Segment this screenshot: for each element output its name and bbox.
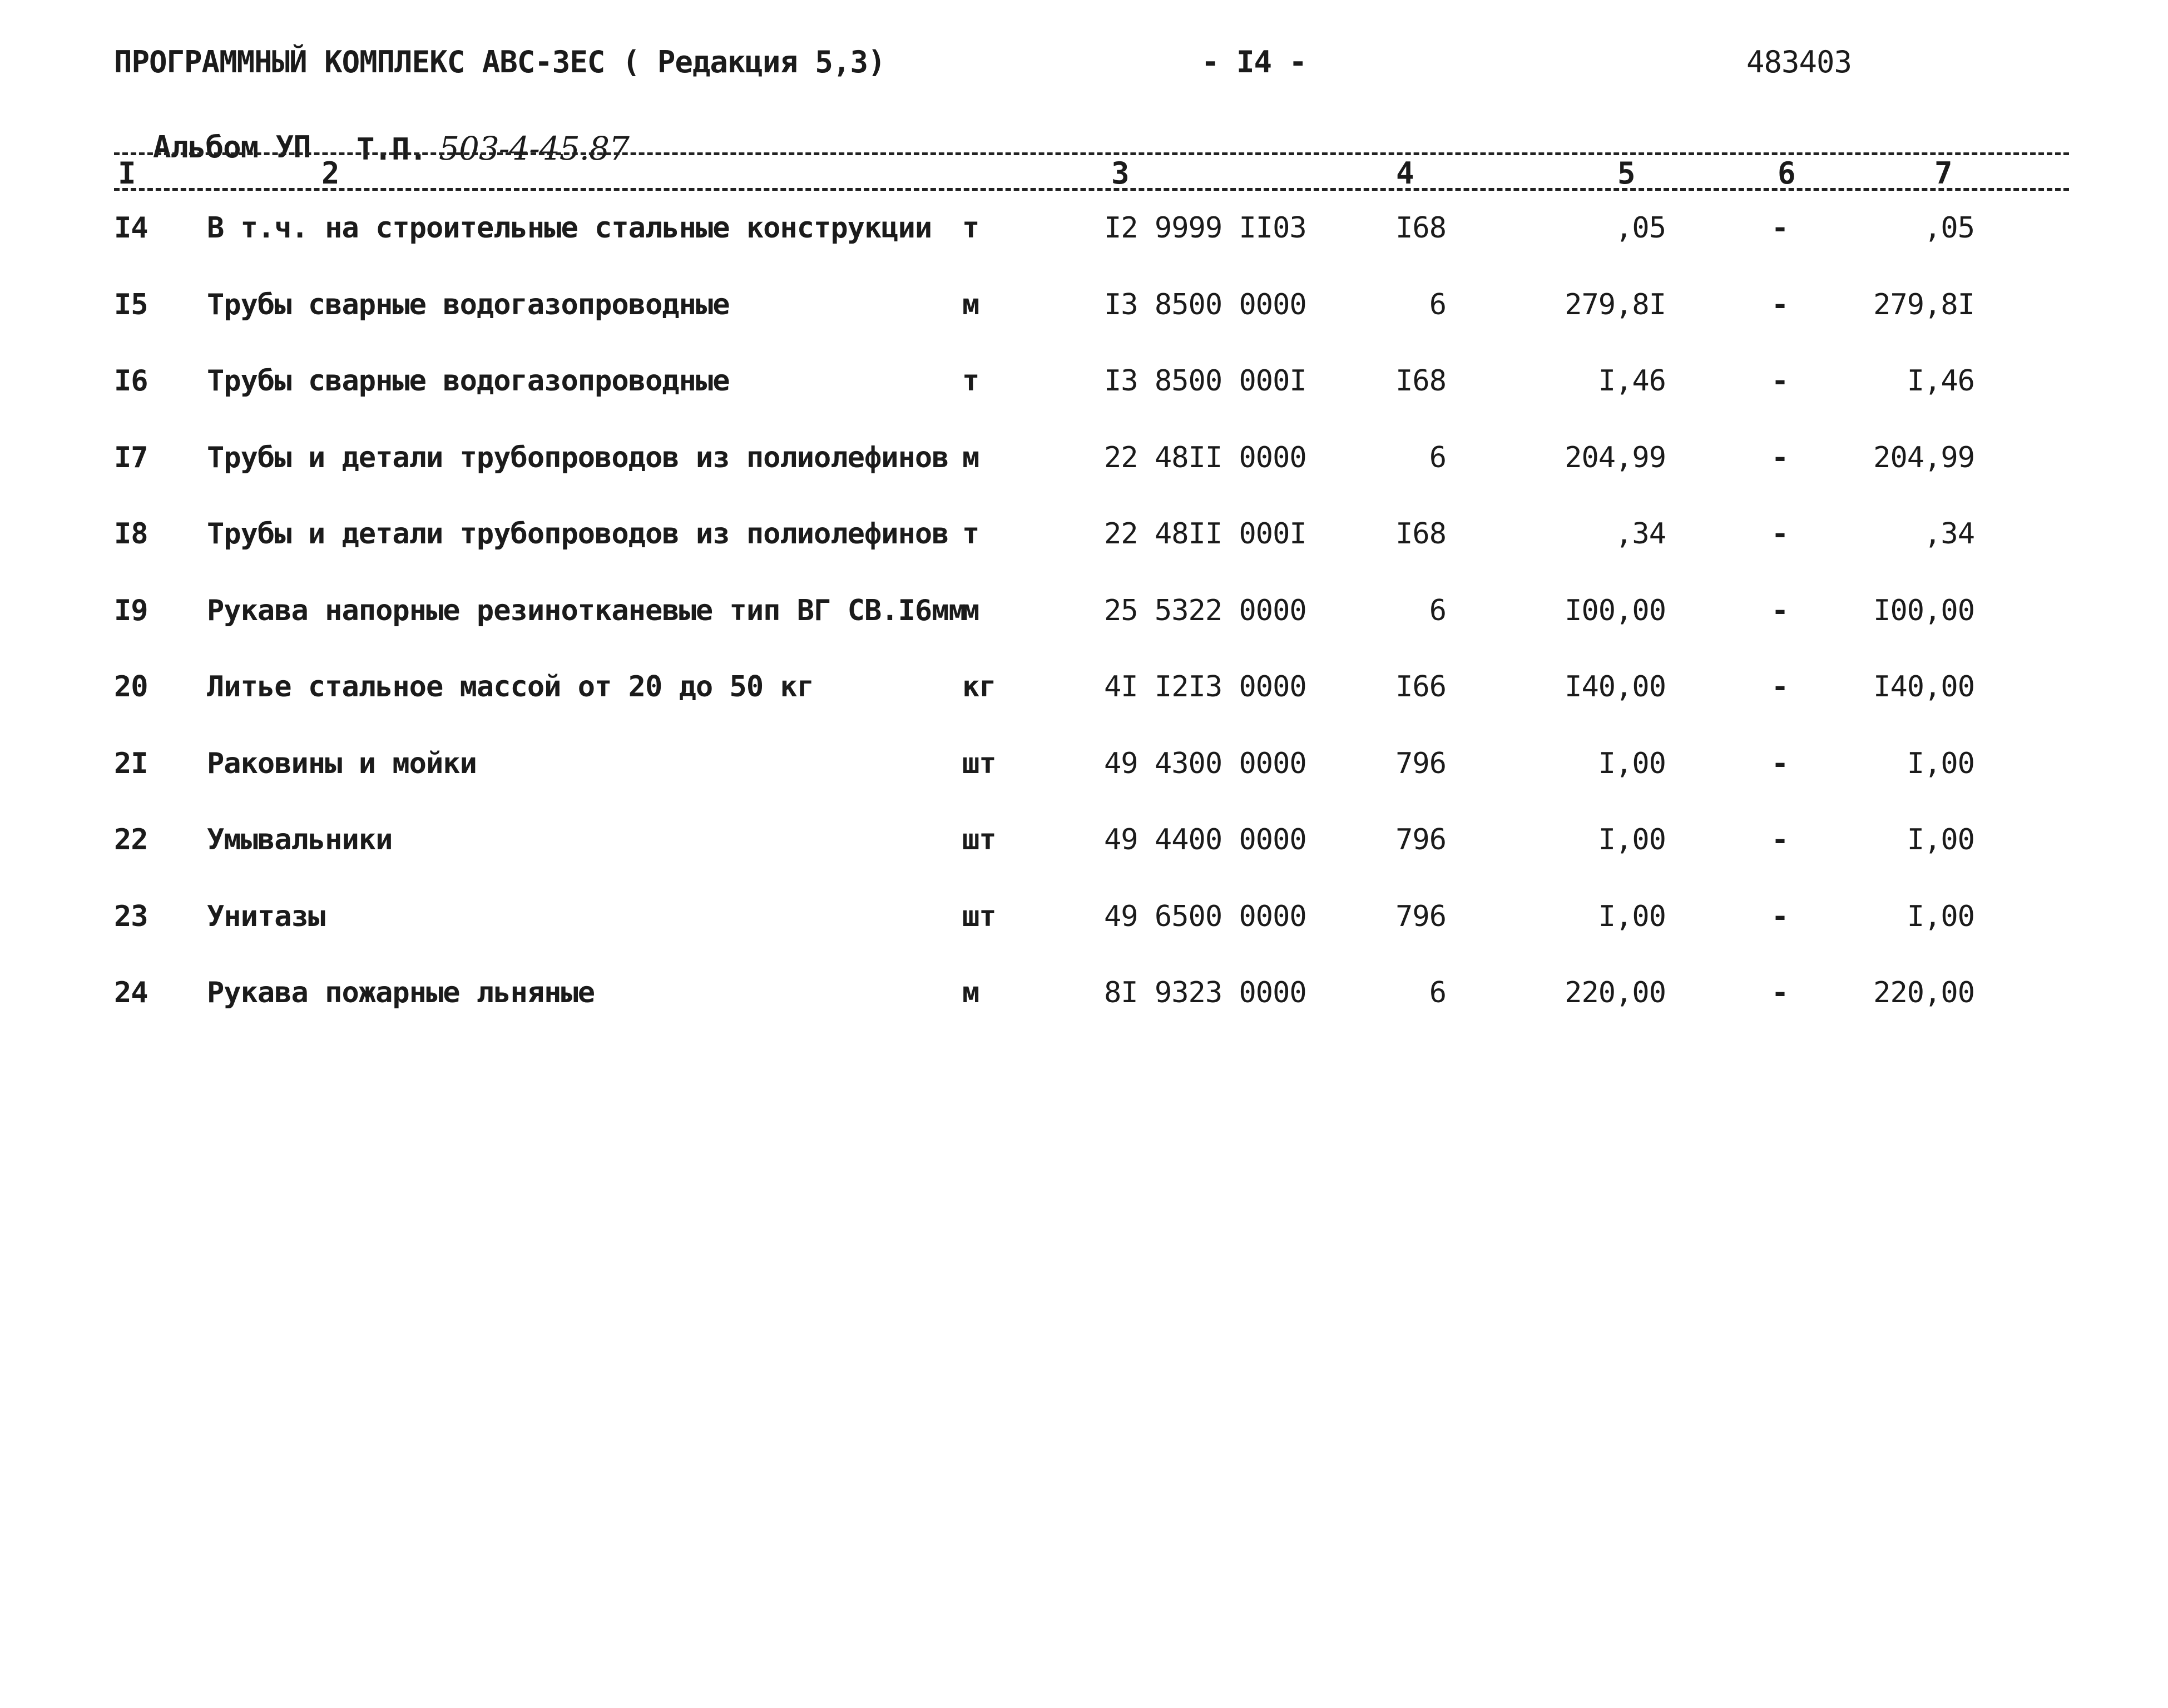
- total: I00,00: [1873, 594, 1974, 627]
- quantity: I,46: [1598, 364, 1666, 398]
- tp-label: Т.П.: [357, 132, 427, 167]
- column-number-1: I: [118, 156, 136, 191]
- column-6-value: -: [1771, 747, 1789, 780]
- column-6-value: -: [1771, 517, 1789, 551]
- unit-code: 6: [1429, 594, 1446, 627]
- unit-code: 796: [1395, 747, 1446, 780]
- row-number: 24: [114, 976, 148, 1009]
- column-number-5: 5: [1617, 156, 1636, 191]
- unit-code: 6: [1429, 441, 1446, 474]
- row-number: I9: [114, 594, 148, 627]
- unit-code: 796: [1395, 900, 1446, 933]
- okp-code: I3 8500 0000: [1104, 288, 1306, 321]
- quantity: I,00: [1598, 900, 1666, 933]
- unit: м: [962, 976, 979, 1009]
- quantity: ,34: [1615, 517, 1666, 551]
- row-number: I4: [114, 211, 148, 245]
- tp-handwritten-value: 503-4-45.87: [439, 130, 629, 167]
- row-number: 20: [114, 670, 148, 704]
- column-6-value: -: [1771, 288, 1789, 321]
- okp-code: 4I I2I3 0000: [1104, 670, 1306, 704]
- unit-code: 6: [1429, 288, 1446, 321]
- total: I,00: [1907, 900, 1974, 933]
- total: I,00: [1907, 823, 1974, 857]
- column-6-value: -: [1771, 976, 1789, 1009]
- total: 279,8I: [1873, 288, 1974, 321]
- quantity: I40,00: [1565, 670, 1666, 704]
- material-name: Литье стальное массой от 20 до 50 кг: [207, 670, 814, 704]
- program-title: ПРОГРАММНЫЙ КОМПЛЕКС АВС-ЗЕС ( Редакция 5,3): [114, 44, 885, 80]
- page-number: - I4 -: [1201, 44, 1307, 80]
- total: I40,00: [1873, 670, 1974, 704]
- quantity: ,05: [1615, 211, 1666, 245]
- unit-code: I68: [1395, 517, 1446, 551]
- table-header-rule: [114, 188, 2069, 191]
- document-number: 483403: [1746, 44, 1852, 80]
- okp-code: 49 6500 0000: [1104, 900, 1306, 933]
- total: I,46: [1907, 364, 1974, 398]
- material-name: В т.ч. на строительные стальные конструкции: [207, 211, 932, 245]
- quantity: 204,99: [1565, 441, 1666, 474]
- material-name: Трубы и детали трубопроводов из полиолефинов: [207, 517, 949, 551]
- unit: шт: [962, 900, 996, 933]
- album-name: Альбом УП: [153, 130, 311, 165]
- unit-code: 6: [1429, 976, 1446, 1009]
- quantity: I,00: [1598, 823, 1666, 857]
- unit: шт: [962, 747, 996, 780]
- column-number-3: 3: [1111, 156, 1130, 191]
- okp-code: 8I 9323 0000: [1104, 976, 1306, 1009]
- material-name: Трубы сварные водогазопроводные: [207, 364, 730, 398]
- unit-code: 796: [1395, 823, 1446, 857]
- total: 204,99: [1873, 441, 1974, 474]
- total: 220,00: [1873, 976, 1974, 1009]
- okp-code: 49 4300 0000: [1104, 747, 1306, 780]
- row-number: I7: [114, 441, 148, 474]
- column-6-value: -: [1771, 670, 1789, 704]
- column-6-value: -: [1771, 211, 1789, 245]
- row-number: 2I: [114, 747, 148, 780]
- okp-code: 22 48II 000I: [1104, 517, 1306, 551]
- column-number-6: 6: [1778, 156, 1796, 191]
- column-6-value: -: [1771, 823, 1789, 857]
- okp-code: I3 8500 000I: [1104, 364, 1306, 398]
- quantity: 220,00: [1565, 976, 1666, 1009]
- okp-code: 22 48II 0000: [1104, 441, 1306, 474]
- column-6-value: -: [1771, 900, 1789, 933]
- okp-code: 49 4400 0000: [1104, 823, 1306, 857]
- column-6-value: -: [1771, 441, 1789, 474]
- row-number: I8: [114, 517, 148, 551]
- unit: шт: [962, 823, 996, 857]
- table-top-rule: [114, 152, 2069, 155]
- quantity: 279,8I: [1565, 288, 1666, 321]
- quantity: I00,00: [1565, 594, 1666, 627]
- unit: м: [962, 441, 979, 474]
- okp-code: I2 9999 II03: [1104, 211, 1306, 245]
- row-number: 23: [114, 900, 148, 933]
- unit-code: I68: [1395, 211, 1446, 245]
- total: ,05: [1924, 211, 1974, 245]
- material-name: Унитазы: [207, 900, 325, 933]
- unit: т: [962, 211, 979, 245]
- material-name: Рукава пожарные льняные: [207, 976, 595, 1009]
- column-6-value: -: [1771, 364, 1789, 398]
- material-name: Трубы и детали трубопроводов из полиолефинов: [207, 441, 949, 474]
- column-number-7: 7: [1934, 156, 1953, 191]
- unit-code: I68: [1395, 364, 1446, 398]
- unit: м: [962, 594, 979, 627]
- column-6-value: -: [1771, 594, 1789, 627]
- material-name: Раковины и мойки: [207, 747, 477, 780]
- column-number-2: 2: [321, 156, 340, 191]
- row-number: I5: [114, 288, 148, 321]
- unit: м: [962, 288, 979, 321]
- unit: кг: [962, 670, 996, 704]
- column-number-4: 4: [1396, 156, 1414, 191]
- material-name: Рукава напорные резинотканевые тип ВГ СВ.I6мм: [207, 594, 966, 627]
- tp-line: [321, 95, 629, 167]
- total: I,00: [1907, 747, 1974, 780]
- okp-code: 25 5322 0000: [1104, 594, 1306, 627]
- unit: т: [962, 364, 979, 398]
- row-number: 22: [114, 823, 148, 857]
- material-name: Умывальники: [207, 823, 393, 857]
- quantity: I,00: [1598, 747, 1666, 780]
- total: ,34: [1924, 517, 1974, 551]
- row-number: I6: [114, 364, 148, 398]
- unit: т: [962, 517, 979, 551]
- unit-code: I66: [1395, 670, 1446, 704]
- material-name: Трубы сварные водогазопроводные: [207, 288, 730, 321]
